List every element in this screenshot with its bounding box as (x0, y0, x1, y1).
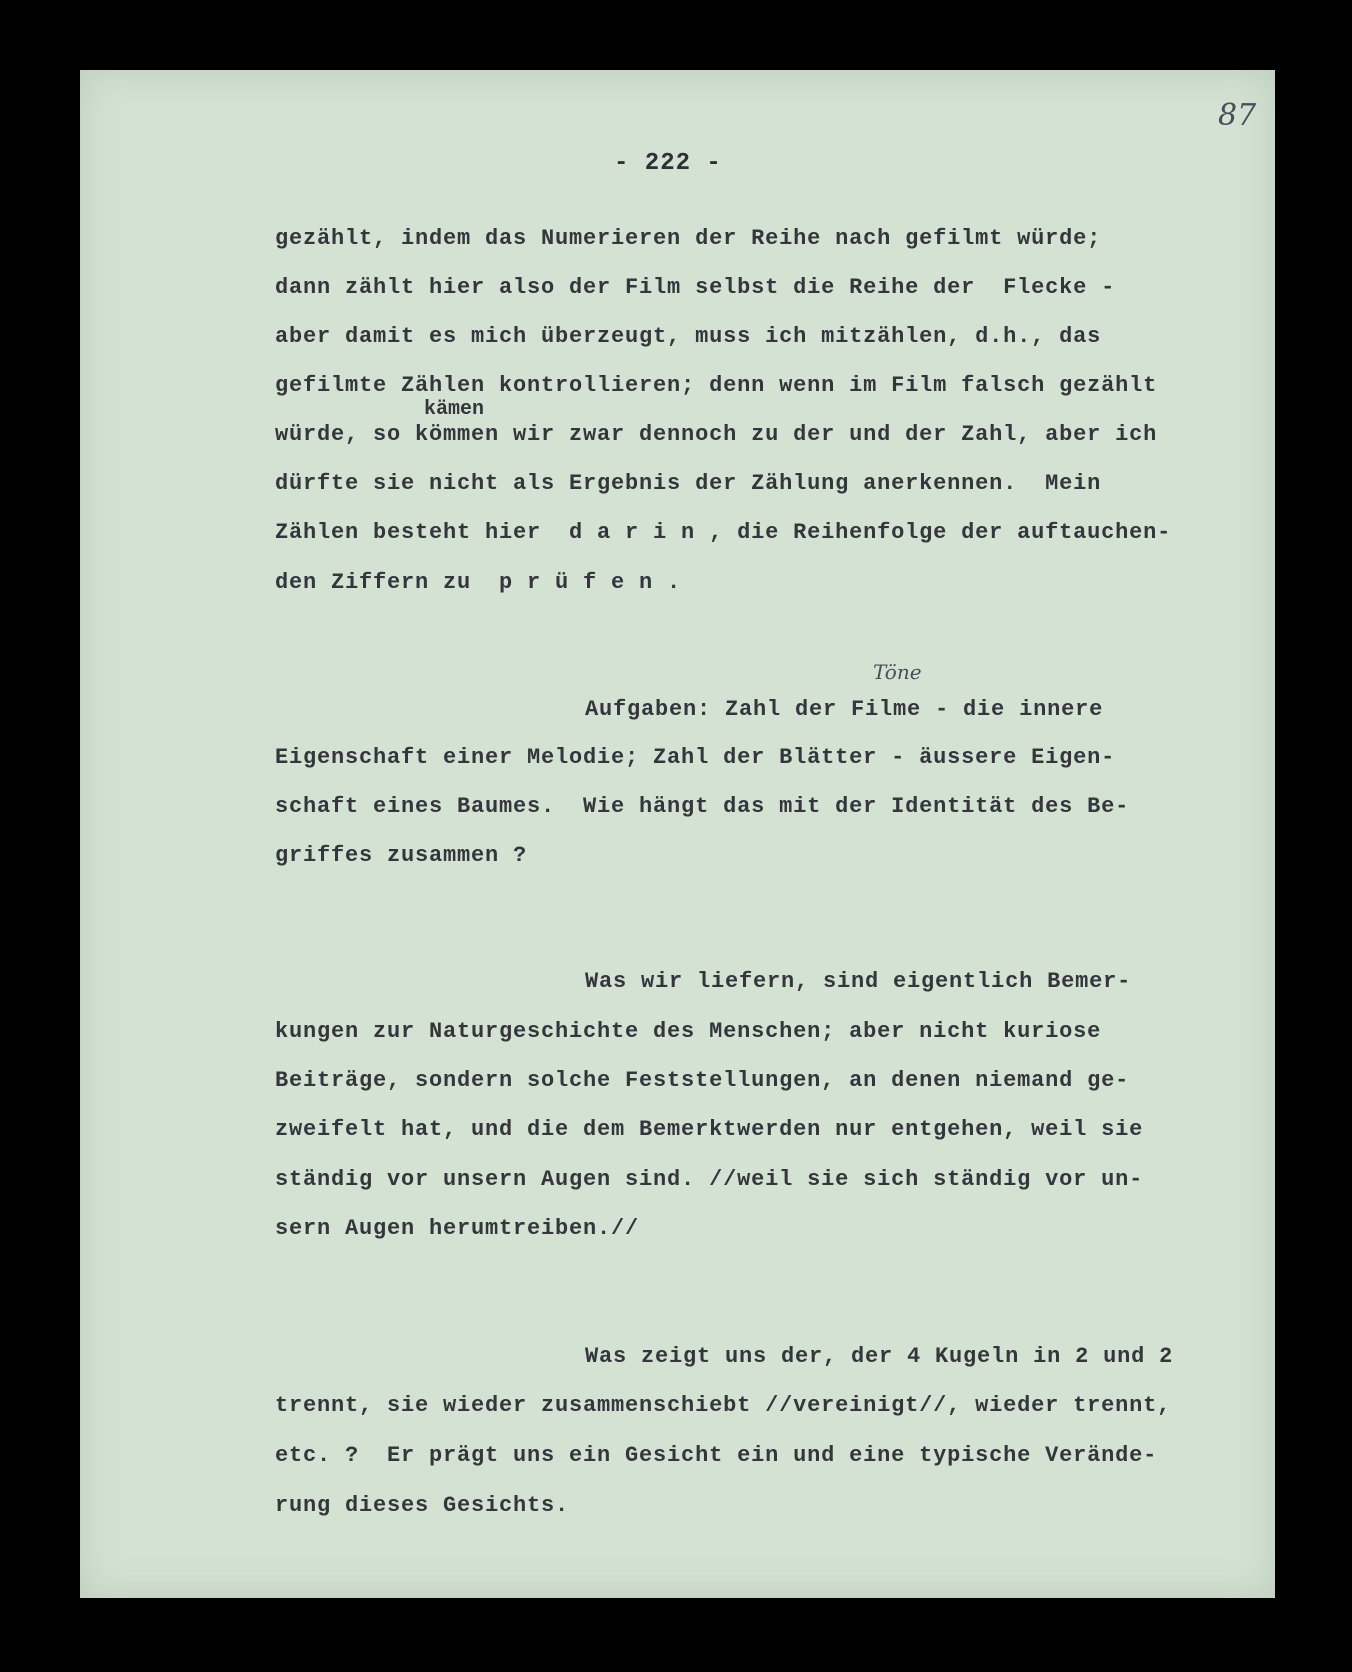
paragraph-1-line-2: dann zählt hier also der Film selbst die Reihe der Flecke - (275, 275, 1116, 300)
handwritten-correction: Töne (873, 660, 922, 684)
paragraph-1-line-8: den Ziffern zu p r ü f e n . (275, 570, 682, 595)
paragraph-2-line-1: Aufgaben: Zahl der Filme - die innere (585, 697, 1104, 722)
paragraph-3-line-6: sern Augen herumtreiben.// (275, 1216, 640, 1241)
paragraph-2-line-2: Eigenschaft einer Melodie; Zahl der Blätter - äussere Eigen- (275, 745, 1116, 770)
paragraph-1-line-7: Zählen besteht hier d a r i n , die Reihenfolge der auftauchen- (275, 520, 1172, 545)
interlinear-correction: kämen (424, 398, 485, 421)
page-number: - 222 - (614, 150, 722, 177)
paragraph-4-line-3: etc. ? Er prägt uns ein Gesicht ein und eine typische Verände- (275, 1443, 1158, 1468)
paragraph-1-line-4: gefilmte Zählen kontrollieren; denn wenn im Film falsch gezählt (275, 373, 1158, 398)
paragraph-4-line-4: rung dieses Gesichts. (275, 1493, 570, 1518)
paragraph-4-line-2: trennt, sie wieder zusammenschiebt //vereinigt//, wieder trennt, (275, 1393, 1172, 1418)
paragraph-1-line-5: würde, so kömmen wir zwar dennoch zu der und der Zahl, aber ich (275, 422, 1158, 447)
paragraph-3-line-4: zweifelt hat, und die dem Bemerktwerden nur entgehen, weil sie (275, 1117, 1144, 1142)
paragraph-3-line-5: ständig vor unsern Augen sind. //weil sie sich ständig vor un- (275, 1167, 1144, 1192)
paragraph-2-line-4: griffes zusammen ? (275, 843, 528, 868)
paragraph-3-line-3: Beiträge, sondern solche Feststellungen, an denen niemand ge- (275, 1068, 1130, 1093)
paragraph-4-line-1: Was zeigt uns der, der 4 Kugeln in 2 und 2 (585, 1344, 1174, 1369)
paragraph-3-line-2: kungen zur Naturgeschichte des Menschen; aber nicht kuriose (275, 1019, 1102, 1044)
folio-mark: 87 (1218, 98, 1257, 133)
paragraph-3-line-1: Was wir liefern, sind eigentlich Bemer- (585, 969, 1132, 994)
paragraph-1-line-3: aber damit es mich überzeugt, muss ich mitzählen, d.h., das (275, 324, 1102, 349)
paragraph-1-line-1: gezählt, indem das Numerieren der Reihe nach gefilmt würde; (275, 226, 1102, 251)
paragraph-2-line-3: schaft eines Baumes. Wie hängt das mit der Identität des Be- (275, 794, 1130, 819)
paragraph-1-line-6: dürfte sie nicht als Ergebnis der Zählung anerkennen. Mein (275, 471, 1102, 496)
